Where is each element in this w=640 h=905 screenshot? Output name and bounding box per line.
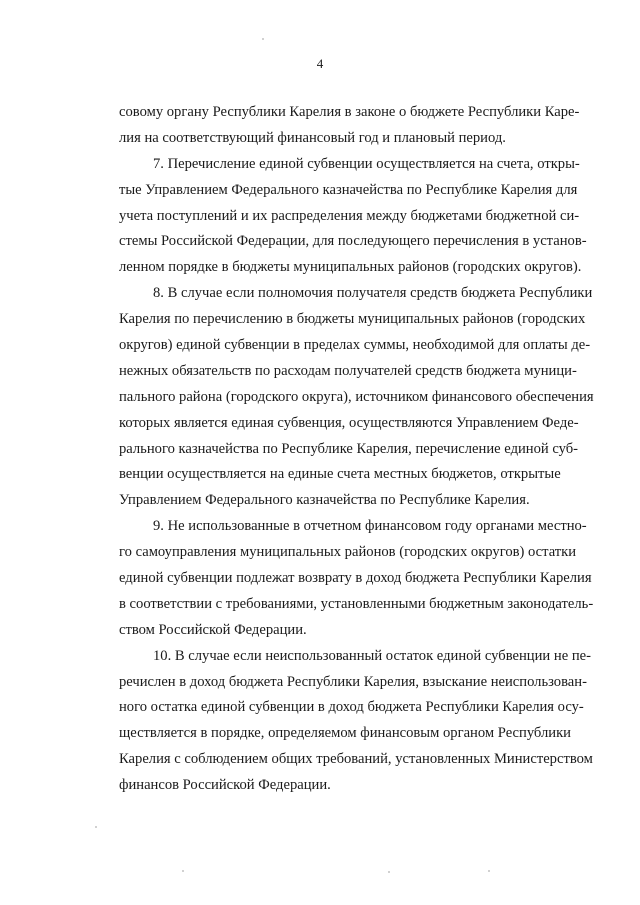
paragraph-continuation xyxy=(119,100,580,152)
text-line: тые Управлением Федерального казначейства по Республике Карелия для xyxy=(119,181,578,198)
text-line: рального казначейства по Республике Карелия, перечисление единой суб- xyxy=(119,440,579,457)
paragraph-10 xyxy=(119,644,593,799)
paragraph-8 xyxy=(119,281,594,514)
text-line: Управлением Федерального казначейства по Республике Карелия. xyxy=(119,492,530,509)
document-body xyxy=(119,100,594,799)
text-line: 9. Не использованные в отчетном финансовом году органами местно- xyxy=(153,518,587,535)
text-line: стемы Российской Федерации, для последующего перечисления в установ- xyxy=(119,233,587,250)
text-line: Карелия с соблюдением общих требований, установленных Министерством xyxy=(119,751,593,768)
text-line: которых является единая субвенция, осуществляются Управлением Феде- xyxy=(119,414,579,431)
scan-speck xyxy=(488,870,490,872)
text-line: 7. Перечисление единой субвенции осуществляется на счета, откры- xyxy=(153,155,580,172)
text-line: 8. В случае если полномочия получателя средств бюджета Республики xyxy=(153,285,593,302)
text-line: совому органу Республики Карелия в законе о бюджете Республики Каре- xyxy=(119,104,580,120)
text-line: го самоуправления муниципальных районов (городских округов) остатки xyxy=(119,544,577,561)
text-line: ществляется в порядке, определяемом финансовым органом Республики xyxy=(119,725,571,742)
text-line: финансов Российской Федерации. xyxy=(119,777,331,794)
page-number: 4 xyxy=(316,56,324,71)
text-line: ством Российской Федерации. xyxy=(119,621,307,638)
text-line: 10. В случае если неиспользованный остаток единой субвенции не пе- xyxy=(153,647,591,664)
scan-speck xyxy=(182,870,184,872)
text-line: нежных обязательств по расходам получателей средств бюджета муници- xyxy=(119,362,577,379)
scan-speck xyxy=(95,826,97,828)
text-line: ленном порядке в бюджеты муниципальных районов (городских округов). xyxy=(119,259,582,276)
scan-speck xyxy=(388,871,390,873)
paragraph-9 xyxy=(119,514,594,643)
text-line: лия на соответствующий финансовый год и плановый период. xyxy=(119,129,506,146)
scan-speck xyxy=(262,38,264,40)
text-line: пального района (городского округа), источником финансового обеспечения xyxy=(119,388,594,405)
text-line: единой субвенции подлежат возврату в доход бюджета Республики Карелия xyxy=(119,570,592,587)
paragraph-7 xyxy=(119,152,587,281)
text-line: учета поступлений и их распределения между бюджетами бюджетной си- xyxy=(119,207,580,224)
text-line: венции осуществляется на единые счета местных бюджетов, открытые xyxy=(119,466,561,483)
text-line: Карелия по перечислению в бюджеты муниципальных районов (городских xyxy=(119,311,586,328)
text-line: в соответствии с требованиями, установленными бюджетным законодатель- xyxy=(119,595,594,612)
text-line: ного остатка единой субвенции в доход бюджета Республики Карелия осу- xyxy=(119,699,584,716)
text-line: речислен в доход бюджета Республики Карелия, взыскание неиспользован- xyxy=(119,673,587,690)
text-line: округов) единой субвенции в пределах суммы, необходимой для оплаты де- xyxy=(119,337,591,354)
